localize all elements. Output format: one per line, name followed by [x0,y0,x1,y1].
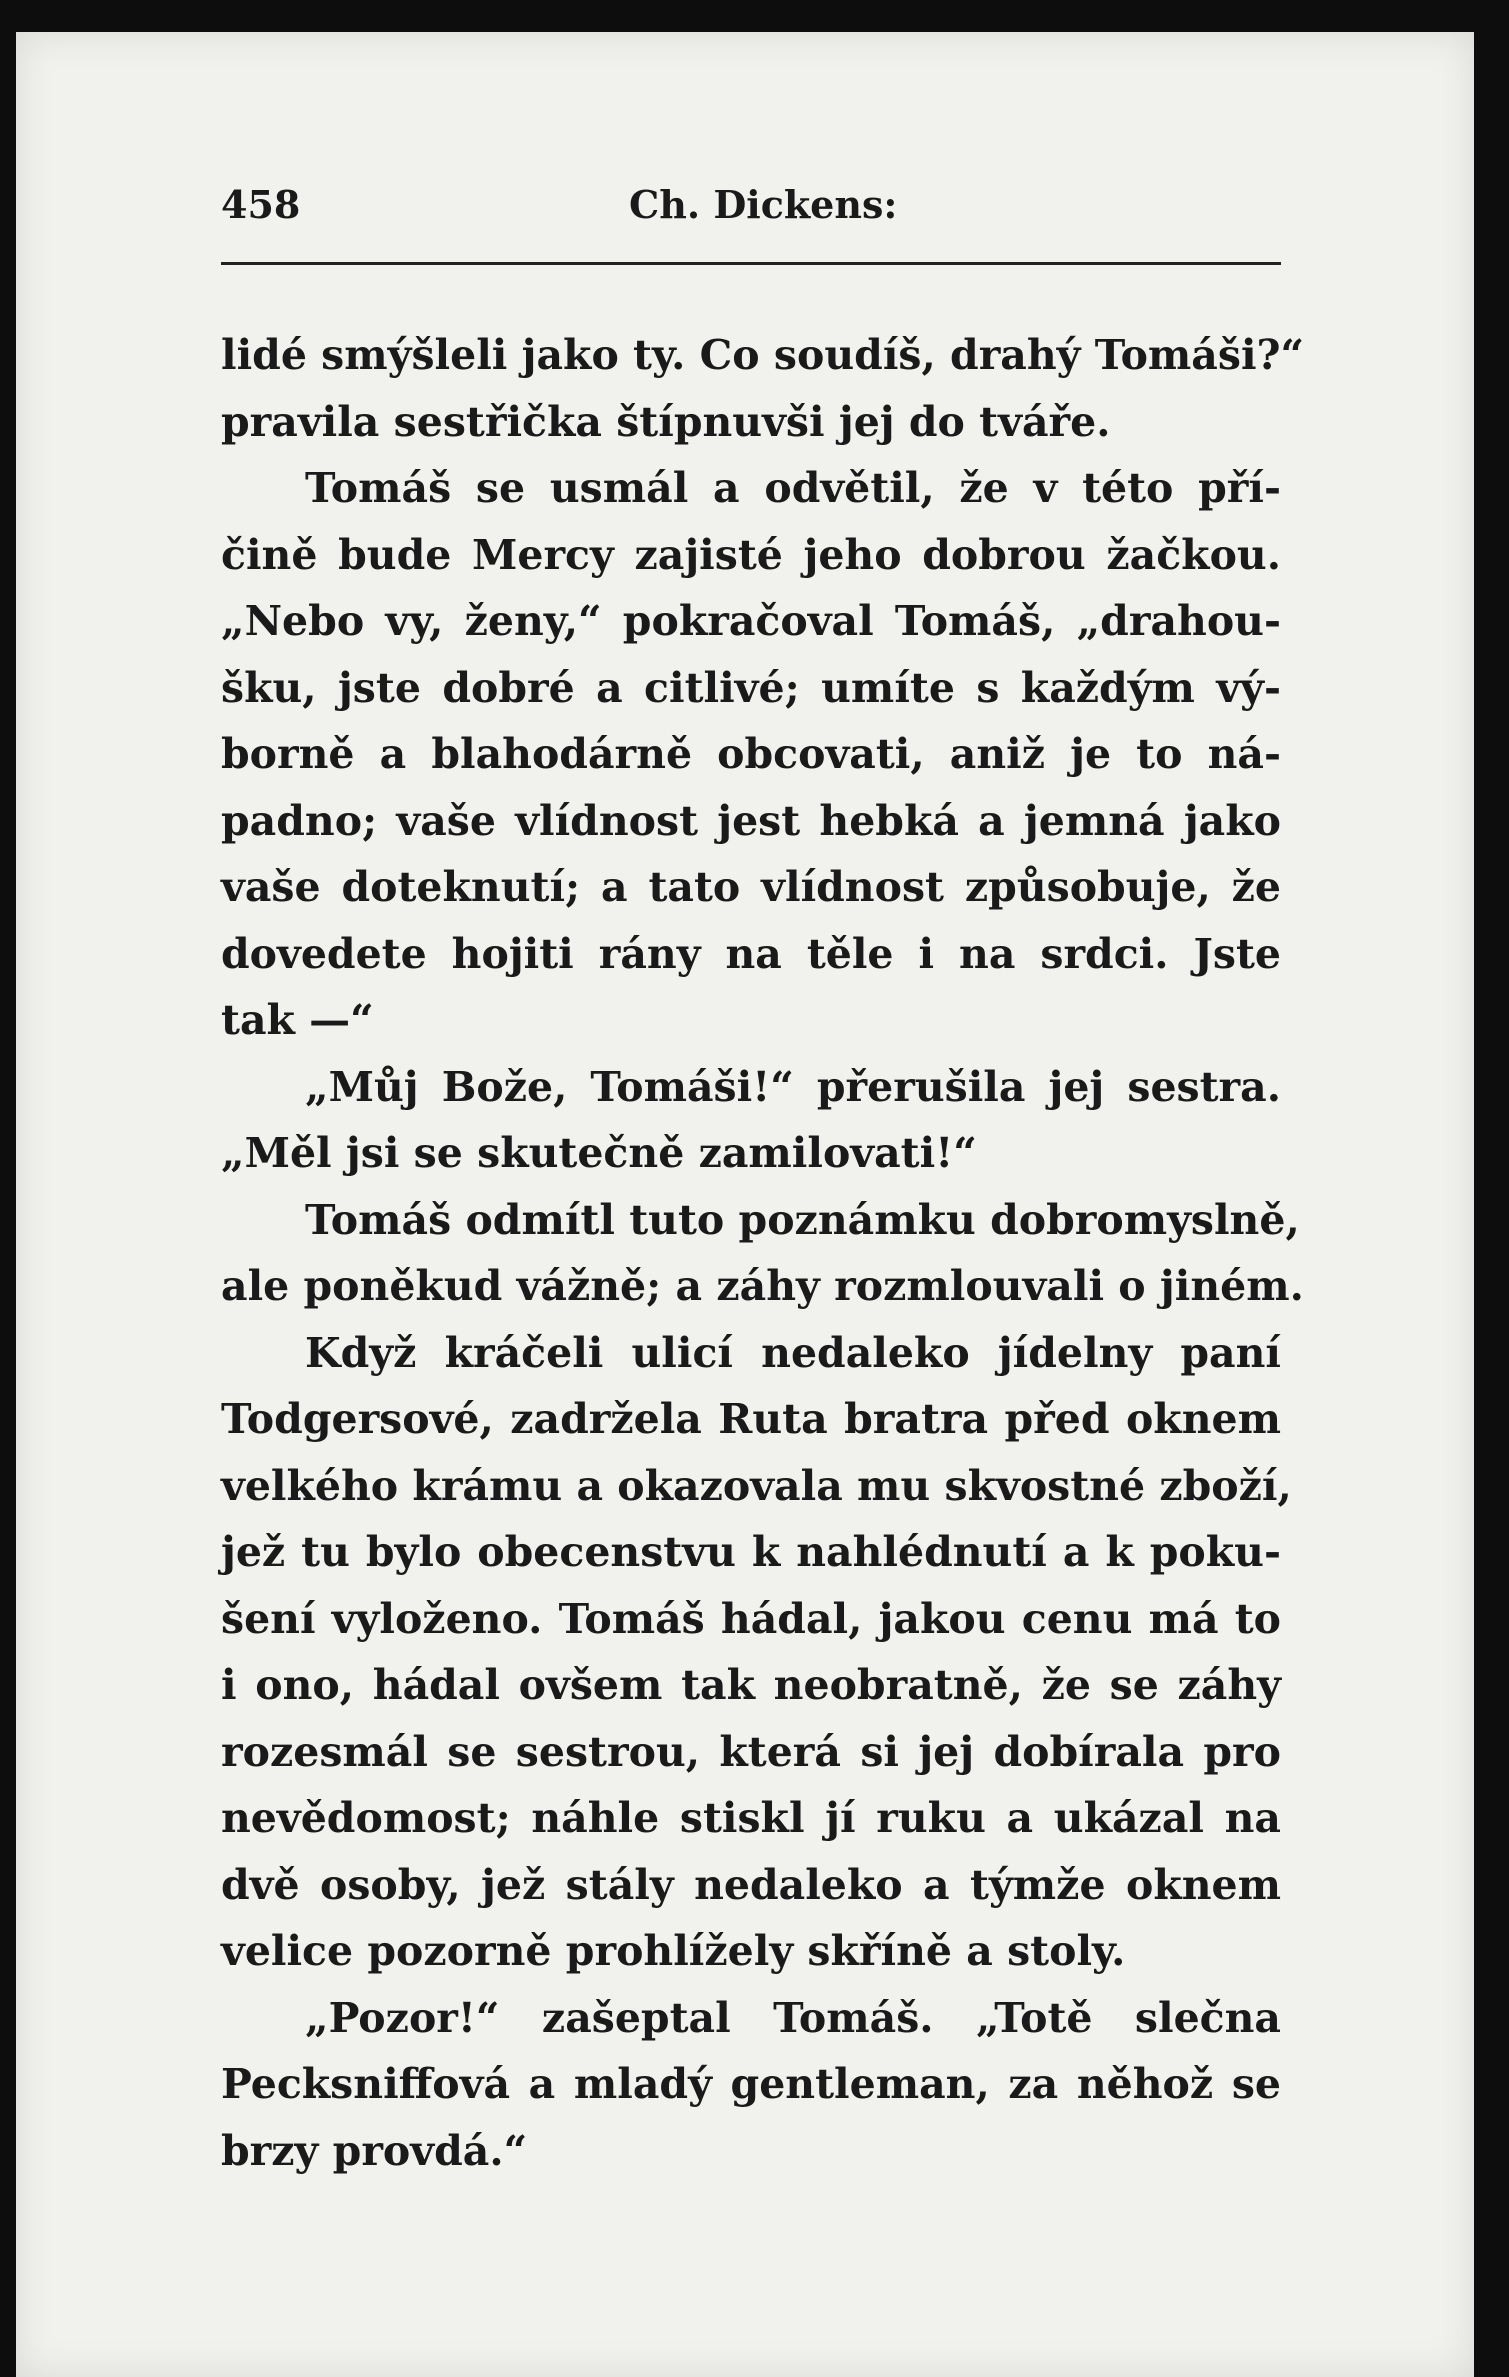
text-line: brzy provdá.“ [221,2126,528,2175]
running-title: Ch. Dickens: [629,182,898,227]
page-number: 458 [221,182,301,227]
text-line: šku, jste dobré a citlivé; umíte s každým vý- [221,663,1281,712]
text-line: nevědomost; náhle stiskl jí ruku a ukázal na [221,1794,1281,1842]
header-rule [221,262,1281,265]
text-line: Pecksniffová a mladý gentleman, za něhož se [221,2060,1281,2108]
text-line: čině bude Mercy zajisté jeho dobrou žačkou. [221,530,1281,579]
text-line: pravila sestřička štípnuvši jej do tváře. [221,397,1111,446]
text-line: dvě osoby, jež stály nedaleko a týmže oknem [221,1860,1281,1909]
body-text [221,322,1305,2184]
text-line: „Pozor!“ zašeptal Tomáš. „Totě slečna [305,1993,1281,2042]
text-line: ale poněkud vážně; a záhy rozmlouvali o jiném. [221,1262,1304,1310]
text-line: lidé smýšleli jako ty. Co soudíš, drahý Tomáši?“ [221,331,1305,379]
text-line: Todgersové, zadržela Ruta bratra před oknem [221,1395,1281,1443]
text-line: „Měl jsi se skutečně zamilovati!“ [221,1129,977,1177]
text-line: padno; vaše vlídnost jest hebká a jemná jako [221,796,1281,845]
text-line: šení vyloženo. Tomáš hádal, jakou cenu má to [221,1594,1281,1643]
text-line: tak —“ [221,996,374,1044]
running-header [221,182,1281,232]
text-line: borně a blahodárně obcovati, aniž je to ná- [221,730,1281,778]
text-line: dovedete hojiti rány na těle i na srdci. Jste [221,929,1281,978]
text-line: vaše doteknutí; a tato vlídnost způsobuje, že [221,863,1281,911]
text-line: „Nebo vy, ženy,“ pokračoval Tomáš, „drahou- [221,597,1281,645]
text-line: velice pozorně prohlížely skříně a stoly. [221,1927,1126,1975]
text-line: jež tu bylo obecenstvu k nahlédnutí a k poku- [221,1528,1281,1576]
text-line: velkého krámu a okazovala mu skvostné zboží, [221,1461,1292,1510]
text-line: rozesmál se sestrou, která si jej dobírala pro [221,1727,1281,1776]
book-page [16,32,1474,2377]
text-line: Tomáš odmítl tuto poznámku dobromyslně, [305,1195,1300,1244]
text-line: i ono, hádal ovšem tak neobratně, že se záhy [221,1661,1281,1709]
text-line: „Můj Bože, Tomáši!“ přerušila jej sestra. [305,1062,1281,1111]
text-line: Tomáš se usmál a odvětil, že v této pří- [305,464,1281,512]
text-line: Když kráčeli ulicí nedaleko jídelny paní [305,1328,1281,1377]
